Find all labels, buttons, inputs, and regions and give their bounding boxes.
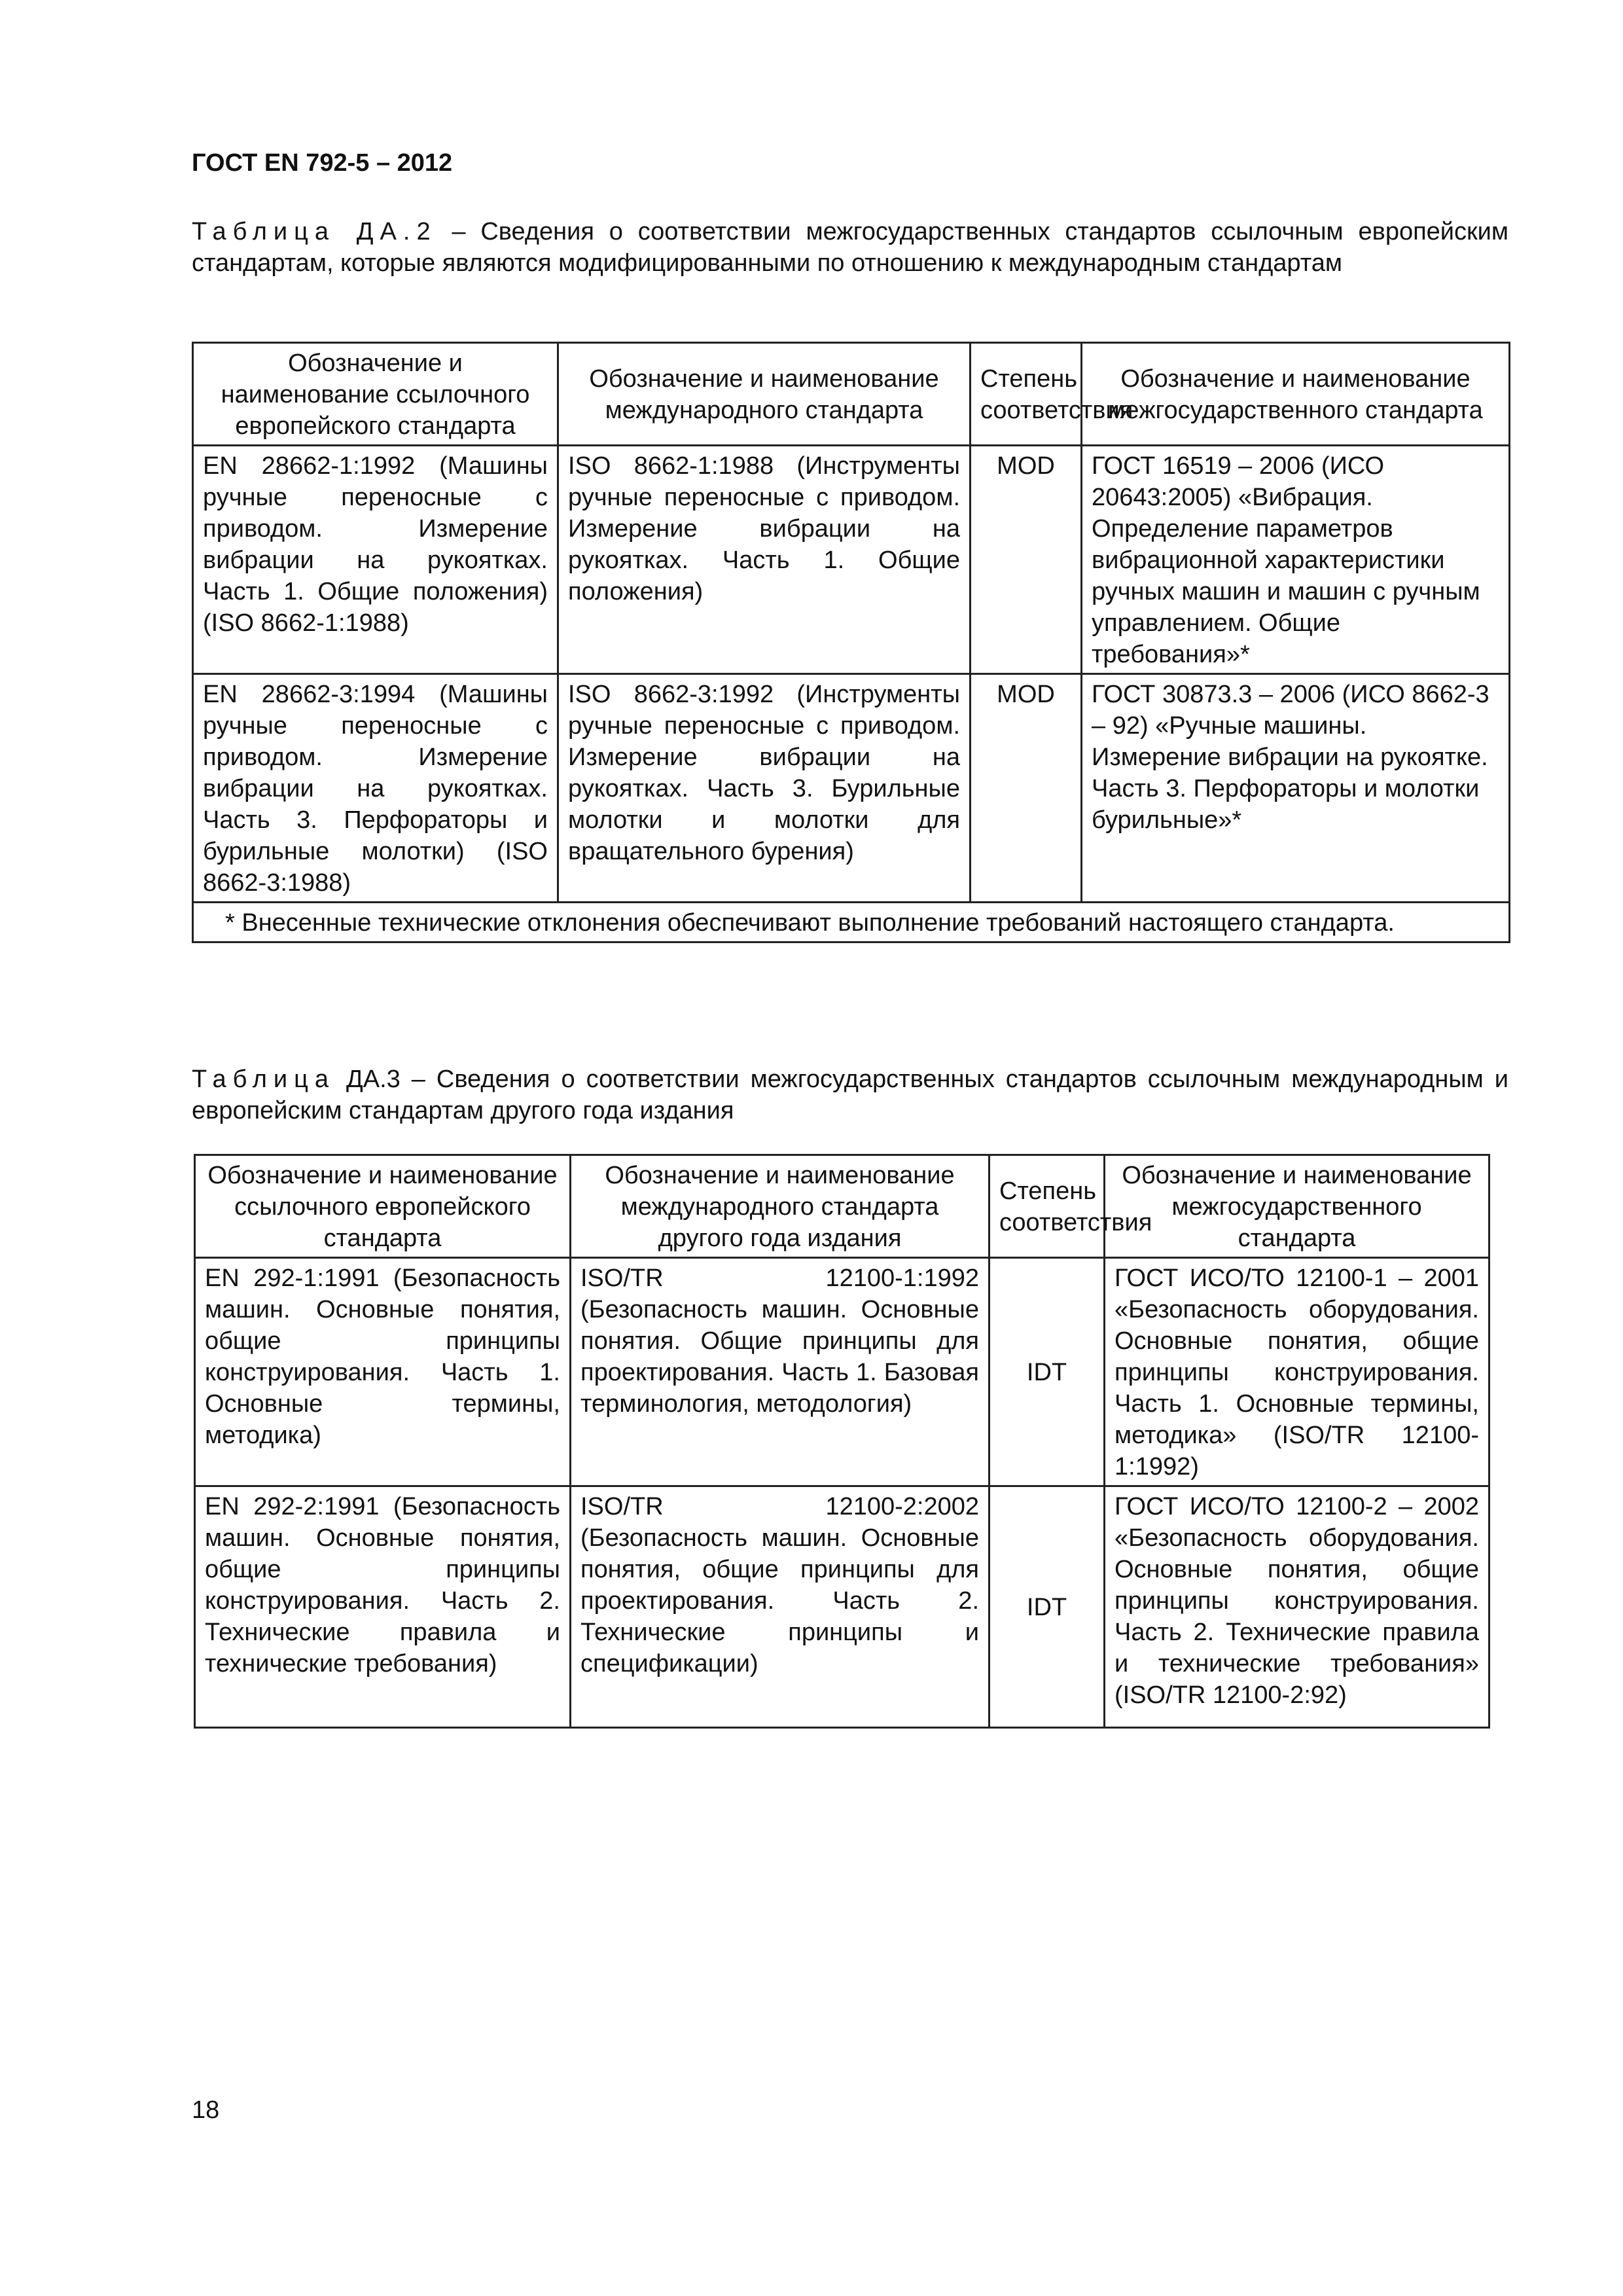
- page-number: 18: [192, 2096, 220, 2124]
- table2-header-interstate: Обозначение и наименование межгосударственного стандарта: [1082, 343, 1510, 446]
- table-row: [195, 1258, 1489, 1486]
- table2-cell-european: EN 28662-3:1994 (Машины ручные переносные с приводом. Измерение вибрации на рукоятках. Часть 3. Перфораторы и бурильные молотки) (ISO 8662-3:1988): [193, 674, 558, 903]
- table3-caption-label: Таблица: [192, 1066, 335, 1093]
- table2-cell-european: EN 28662-1:1992 (Машины ручные переносные с приводом. Измерение вибрации на рукоятках. Часть 1. Общие положения) (ISO 8662-1:1988): [193, 446, 558, 674]
- table2-cell-degree: MOD: [971, 674, 1082, 903]
- table3-header-international: Обозначение и наименование международного стандарта другого года издания: [571, 1155, 990, 1258]
- table2: [192, 342, 1510, 943]
- table2-header-degree: Степень соответствия: [971, 343, 1082, 446]
- table2-caption: [192, 216, 1508, 279]
- table3-cell-degree: IDT: [990, 1486, 1105, 1728]
- table3-cell-international: ISO/TR 12100-2:2002 (Безопасность машин. Основные понятия, общие принципы для проектирования. Часть 2. Технические принципы и спецификации): [571, 1486, 990, 1728]
- table3-header-degree: Степень соответствия: [990, 1155, 1105, 1258]
- table2-cell-degree: MOD: [971, 446, 1082, 674]
- table-row: [193, 674, 1510, 903]
- table2-cell-international: ISO 8662-1:1988 (Инструменты ручные переносные с приводом. Измерение вибрации на рукоятках. Часть 1. Общие положения): [558, 446, 971, 674]
- table2-header-international: Обозначение и наименование международного стандарта: [558, 343, 971, 446]
- table2-caption-text: – Сведения о соответствии межгосударственных стандартов ссылочным европейским стандартам, которые являются модифицированными по отношению к международным стандартам: [192, 218, 1509, 277]
- table3: [194, 1154, 1490, 1729]
- table-row: [193, 446, 1510, 674]
- table2-cell-interstate: ГОСТ 16519 – 2006 (ИСО 20643:2005) «Вибрация. Определение параметров вибрационной характеристики ручных машин и машин с ручным управлением. Общие требования»*: [1082, 446, 1510, 674]
- table3-cell-european: EN 292-2:1991 (Безопасность машин. Основные понятия, общие принципы конструирования. Часть 2. Технические правила и технические требования): [195, 1486, 571, 1728]
- table3-header-european: Обозначение и наименование ссылочного европейского стандарта: [195, 1155, 571, 1258]
- table3-caption-text: ДА.3 – Сведения о соответствии межгосударственных стандартов ссылочным международным и европейским стандартам другого года издания: [192, 1066, 1508, 1124]
- table2-caption-label: Таблица ДА.2: [192, 218, 437, 245]
- table3-header-row: [195, 1155, 1489, 1258]
- table2-cell-interstate: ГОСТ 30873.3 – 2006 (ИСО 8662-3 – 92) «Ручные машины. Измерение вибрации на рукоятке. Часть 3. Перфораторы и молотки бурильные»*: [1082, 674, 1510, 903]
- table2-header-row: [193, 343, 1510, 446]
- table2-cell-international: ISO 8662-3:1992 (Инструменты ручные переносные с приводом. Измерение вибрации на рукоятках. Часть 3. Бурильные молотки и молотки для вращательного бурения): [558, 674, 971, 903]
- page-header-title: ГОСТ EN 792-5 – 2012: [192, 149, 453, 177]
- table3-caption: [192, 1064, 1508, 1126]
- table3-cell-european: EN 292-1:1991 (Безопасность машин. Основные понятия, общие принципы конструирования. Часть 1. Основные термины, методика): [195, 1258, 571, 1486]
- table3-cell-degree: IDT: [990, 1258, 1105, 1486]
- table3-cell-interstate: ГОСТ ИСО/ТО 12100-2 – 2002 «Безопасность оборудования. Основные понятия, общие принципы конструирования. Часть 2. Технические правила и технические требования» (ISO/TR 12100-2:92): [1105, 1486, 1489, 1728]
- table3-cell-interstate: ГОСТ ИСО/ТО 12100-1 – 2001 «Безопасность оборудования. Основные понятия, общие принципы конструирования. Часть 1. Основные термины, методика» (ISO/TR 12100-1:1992): [1105, 1258, 1489, 1486]
- table3-header-interstate: Обозначение и наименование межгосударственного стандарта: [1105, 1155, 1489, 1258]
- table3-cell-international: ISO/TR 12100-1:1992 (Безопасность машин. Основные понятия. Общие принципы для проектирования. Часть 1. Базовая терминология, методология): [571, 1258, 990, 1486]
- table2-header-european: Обозначение и наименование ссылочного европейского стандарта: [193, 343, 558, 446]
- table2-footnote-row: [193, 903, 1510, 942]
- table-row: [195, 1486, 1489, 1728]
- table2-footnote: * Внесенные технические отклонения обеспечивают выполнение требований настоящего стандарта.: [193, 903, 1510, 942]
